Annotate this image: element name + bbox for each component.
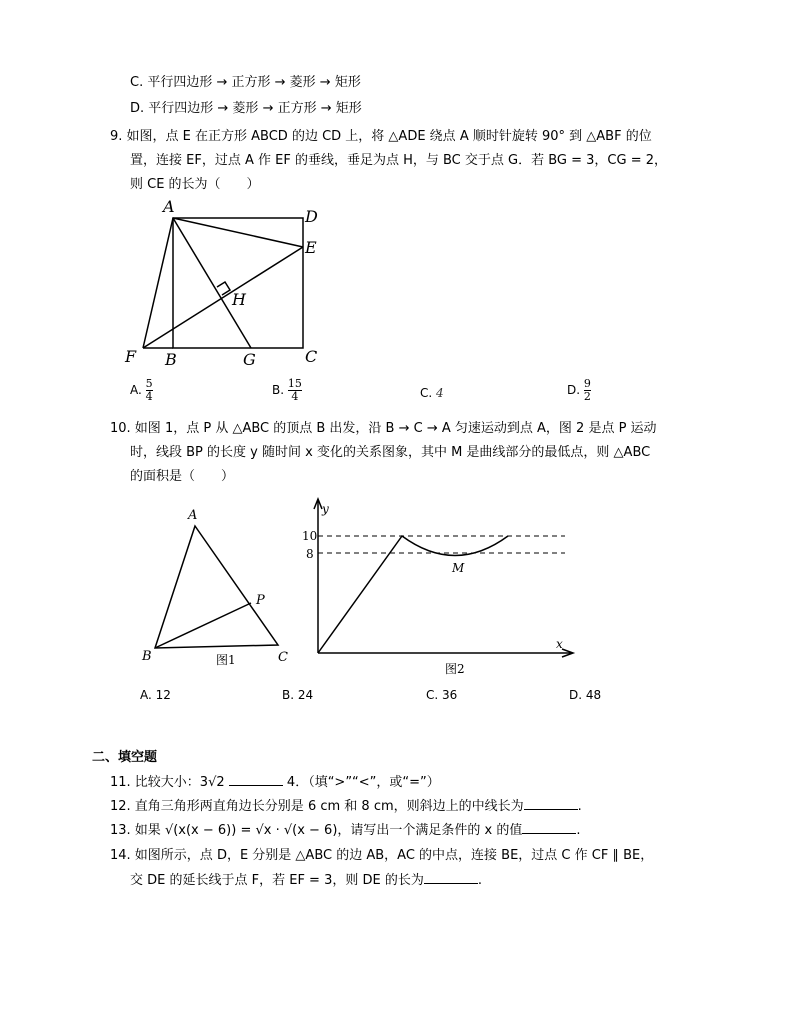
q14-line2: 交 DE 的延长线于点 F，若 EF = 3，则 DE 的长为 . bbox=[130, 873, 482, 888]
q13: 13. 如果 √(x(x − 6)) = √x · √(x − 6)，请写出一个满足条件的 x 的值 . bbox=[110, 823, 581, 838]
point-m-label: M bbox=[452, 561, 465, 575]
tick-8: 8 bbox=[306, 547, 314, 561]
q9-option-c[interactable]: C. 4 bbox=[420, 386, 444, 400]
q9-stem-line2: 置，连接 EF，过点 A 作 EF 的垂线，垂足为点 H，与 BC 交于点 G．若 BG = 3，CG = 2， bbox=[130, 153, 667, 168]
label-c: C bbox=[305, 347, 318, 366]
q10-option-a[interactable]: A. 12 bbox=[140, 688, 171, 702]
graph-curve bbox=[318, 536, 508, 653]
fraction: $\frac{5}{4}$ bbox=[145, 377, 153, 403]
q14-line1: 14. 如图所示，点 D，E 分别是 △ABC 的边 AB，AC 的中点，连接 BE，过点 C 作 CF ∥ BE， bbox=[110, 848, 654, 863]
answer-blank[interactable] bbox=[522, 821, 576, 834]
answer-blank[interactable] bbox=[524, 797, 578, 810]
figure-2-caption: 图2 bbox=[445, 662, 465, 676]
q9-option-d[interactable]: D. $\frac{9}{2}$ bbox=[567, 377, 591, 403]
q10-option-b[interactable]: B. 24 bbox=[282, 688, 314, 702]
tick-10: 10 bbox=[302, 529, 318, 543]
q9-option-a[interactable]: A. $\frac{5}{4}$ bbox=[130, 377, 153, 403]
label-p: P bbox=[256, 593, 265, 608]
figure-1-caption: 图1 bbox=[216, 653, 236, 667]
y-axis-label: y bbox=[322, 502, 329, 516]
label-a: A bbox=[163, 197, 175, 216]
q8-option-c: C. 平行四边形 → 正方形 → 菱形 → 矩形 bbox=[130, 75, 361, 90]
q10-figure-2 bbox=[300, 495, 585, 680]
segment-fe bbox=[143, 247, 303, 348]
label-e: E bbox=[305, 238, 317, 257]
q8-option-d: D. 平行四边形 → 菱形 → 正方形 → 矩形 bbox=[130, 101, 362, 116]
answer-blank[interactable] bbox=[424, 871, 478, 884]
q12: 12. 直角三角形两直角边长分别是 6 cm 和 8 cm，则斜边上的中线长为 . bbox=[110, 799, 582, 814]
q10-figure-1 bbox=[130, 500, 300, 675]
label-b: B bbox=[165, 350, 177, 369]
segment-fa bbox=[143, 218, 173, 348]
q10-option-c[interactable]: C. 36 bbox=[426, 688, 458, 702]
q10-stem-line3: 的面积是（ ） bbox=[130, 469, 235, 484]
triangle-abc bbox=[155, 526, 278, 648]
fraction: $\frac{9}{2}$ bbox=[583, 377, 591, 403]
segment-ag bbox=[173, 218, 251, 348]
label-a: A bbox=[188, 508, 198, 523]
x-axis-label: x bbox=[556, 637, 563, 651]
q9-option-b[interactable]: B. $\frac{15}{4}$ bbox=[272, 377, 302, 403]
label-b: B bbox=[142, 649, 152, 664]
q9-stem-line1: 9. 如图，点 E 在正方形 ABCD 的边 CD 上，将 △ADE 绕点 A 顺时针旋转 90° 到 △ABF 的位 bbox=[110, 129, 652, 144]
label-h: H bbox=[232, 290, 246, 309]
label-f: F bbox=[125, 347, 137, 366]
label-g: G bbox=[243, 350, 256, 369]
answer-blank[interactable] bbox=[229, 773, 283, 786]
segment-bp bbox=[155, 603, 251, 648]
q9-figure bbox=[115, 195, 330, 370]
q11: 11. 比较大小：3√2 4．（填“>”“<”，或“=”） bbox=[110, 775, 440, 790]
label-d: D bbox=[305, 207, 318, 226]
fraction: $\frac{15}{4}$ bbox=[287, 377, 302, 403]
square-abcd bbox=[173, 218, 303, 348]
q9-stem-line3: 则 CE 的长为（ ） bbox=[130, 177, 260, 192]
q10-stem-line2: 时，线段 BP 的长度 y 随时间 x 变化的关系图象，其中 M 是曲线部分的最低点，则 △ABC bbox=[130, 445, 651, 460]
label-c: C bbox=[278, 650, 288, 665]
segment-ae bbox=[173, 218, 303, 247]
right-angle-mark bbox=[217, 282, 230, 295]
section-title: 二、填空题 bbox=[92, 750, 158, 765]
q10-stem-line1: 10. 如图 1，点 P 从 △ABC 的顶点 B 出发，沿 B → C → A 匀速运动到点 A，图 2 是点 P 运动 bbox=[110, 421, 657, 436]
q10-option-d[interactable]: D. 48 bbox=[569, 688, 602, 702]
